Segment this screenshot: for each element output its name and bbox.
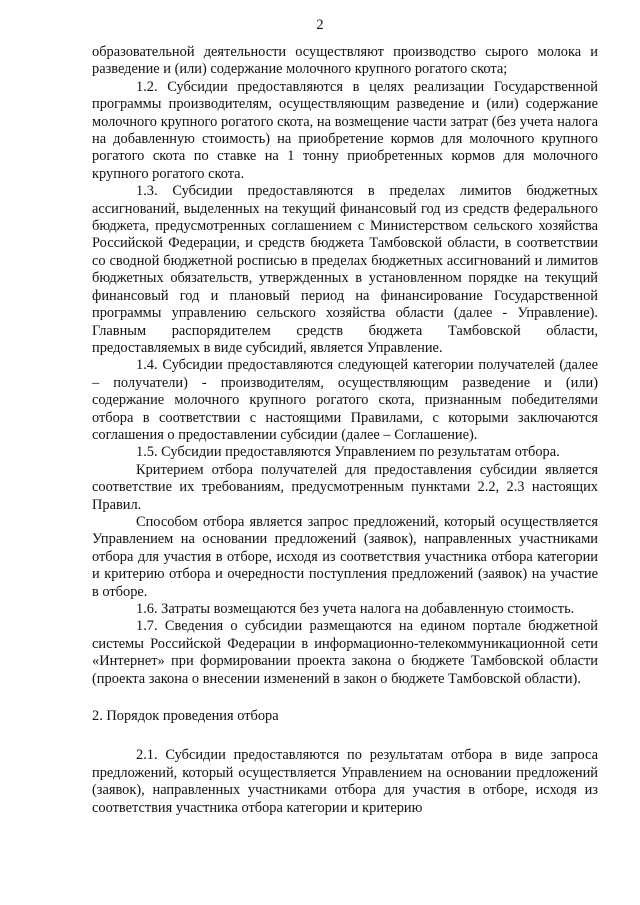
paragraph-selection-method: Способом отбора является запрос предложений, который осуществляется Управлением на основании предложений (заявок), направленных участниками отбора для участия в отборе, исходя из соответствия участника отбора категории и критерию отбора и очередности поступления предложений (заявок) на участие в отборе. [92,513,598,600]
paragraph-continuation: образовательной деятельности осуществляют производство сырого молока и разведение и (или) содержание молочного крупного рогатого скота; [92,44,598,78]
paragraph-1-3: 1.3. Субсидии предоставляются в пределах лимитов бюджетных ассигнований, выделенных на текущий финансовый год из средств федерального бюджета, предусмотренных соглашением с Министерством сельского хозяйства Российской Федерации, и средств бюджета Тамбовской области, в соответствии со сводной бюджетной росписью в пределах бюджетных ассигнований и лимитов бюджетных обязательств, утвержденных в установленном порядке на текущий финансовый год и плановый период на финансирование Государственной программы управлению сельского хозяйства области (далее - Управление). Главным распорядителем средств бюджета Тамбовской области, предоставляемых в виде субсидий, является Управление. [92,183,598,356]
paragraph-selection-criterion: Критерием отбора получателей для предоставления субсидии является соответствие их требованиям, предусмотренным пунктами 2.2, 2.3 настоящих Правил. [92,461,598,513]
page-number: 2 [316,17,324,33]
section-heading: 2. Порядок проведения отбора [92,708,279,725]
paragraph-1-4: 1.4. Субсидии предоставляются следующей категории получателей (далее – получатели) - производителям, осуществляющим разведение и (или) содержание молочного крупного рогатого скота, признанным победителями отбора в соответствии с настоящими Правилами, с которыми заключаются соглашения о предоставлении субсидии (далее – Соглашение). [92,357,598,443]
paragraph-1-6: 1.6. Затраты возмещаются без учета налога на добавленную стоимость. [136,601,575,617]
paragraph-1-5: 1.5. Субсидии предоставляются Управлением по результатам отбора. [136,444,560,461]
document-body [92,44,598,817]
paragraph-2-1: 2.1. Субсидии предоставляются по результатам отбора в виде запроса предложений, который осуществляется Управлением на основании предложений (заявок), направленных участниками отбора для участия в отборе, исходя из соответствия участника отбора категории и критерию [92,747,598,816]
paragraph-1-7: 1.7. Сведения о субсидии размещаются на едином портале бюджетной системы Российской Федерации в информационно-телекоммуникационной сети «Интернет» при формировании проекта закона о бюджете Тамбовской области (проекта закона о внесении изменений в закон о бюджете Тамбовской области). [92,618,598,687]
paragraph-1-2: 1.2. Субсидии предоставляются в целях реализации Государственной программы производителям, осуществляющим разведение и (или) содержание молочного крупного рогатого скота, на возмещение части затрат (без учета налога на добавленную стоимость) на приобретение кормов для молочного крупного рогатого скота по ставке на 1 тонну приобретенных кормов для молочного крупного рогатого скота. [92,78,598,182]
